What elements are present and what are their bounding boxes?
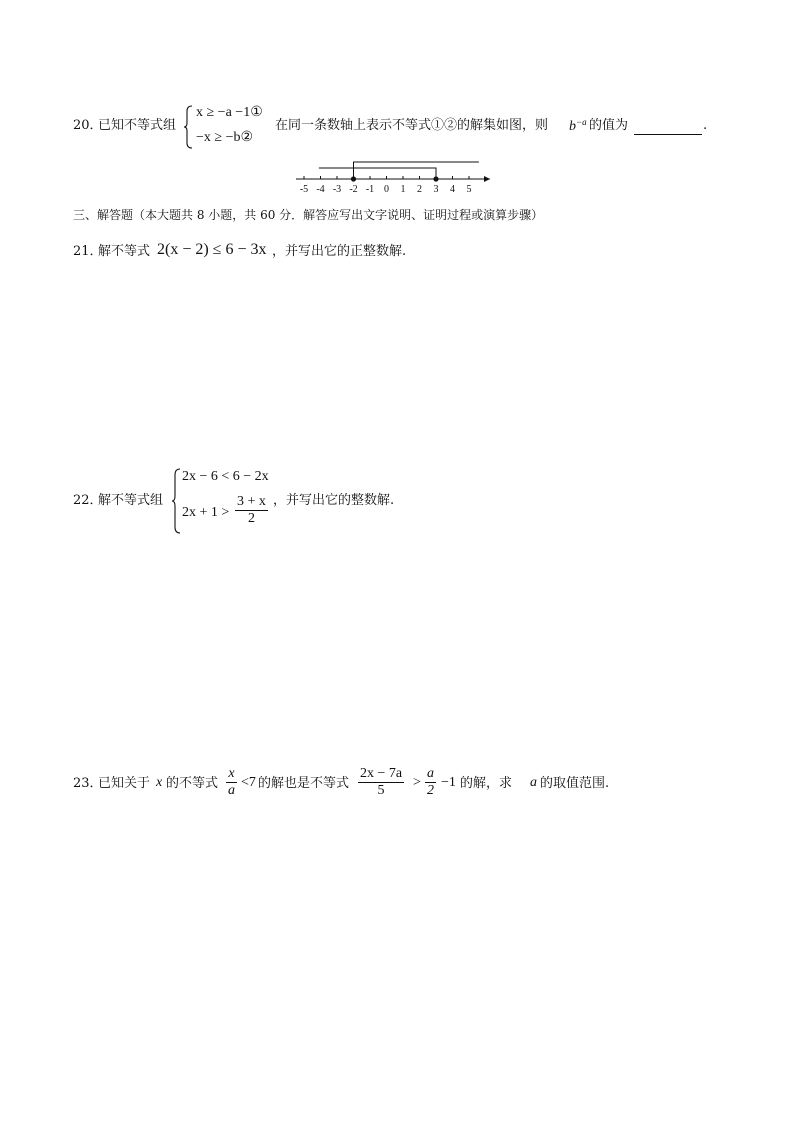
q22-fraction-denominator: 2 <box>247 511 255 526</box>
q23-var-a: a <box>530 775 537 790</box>
number-line-tick-label: 1 <box>400 184 406 195</box>
number-line-solid-point <box>351 176 356 181</box>
q20-number: 20． <box>73 118 103 133</box>
q23-relation-1: <7 <box>241 775 256 790</box>
number-line-tick-label: 3 <box>433 184 439 195</box>
number-line-solution-2 <box>319 168 436 179</box>
q20-system-line-2: −x ≥ −b② <box>196 130 254 145</box>
q22-fraction-numerator: 3 + x <box>237 494 266 509</box>
q21-lead-text: 解不等式 <box>98 244 151 259</box>
q23-text-3: 的解也是不等式 <box>258 776 350 791</box>
number-line-tick-label: -3 <box>332 184 342 195</box>
q22-tail-text: ，并写出它的整数解. <box>273 493 395 508</box>
q20-system-line-1: x ≥ −a −1① <box>196 105 263 120</box>
q23-fraction-1-denominator: a <box>228 783 235 798</box>
number-line-tick-label: -2 <box>349 184 358 195</box>
number-line-tick-label: 2 <box>417 184 422 195</box>
q23-relation-3: −1 <box>441 775 456 790</box>
number-line-arrow <box>484 176 490 182</box>
q21-inequality: 2(x − 2) ≤ 6 − 3x <box>157 241 267 258</box>
q22-lead-text: 解不等式组 <box>98 493 164 508</box>
q20-answer-blank[interactable] <box>634 118 702 137</box>
number-line-tick-label: -1 <box>365 184 375 195</box>
q21-tail-text: ，并写出它的正整数解. <box>272 244 407 259</box>
q20-expr-base: b <box>569 119 576 134</box>
q23-var-x: x <box>156 775 163 790</box>
q20-system-brace <box>184 105 194 149</box>
q23-tail-text: 的取值范围. <box>540 776 610 791</box>
q23-relation-2: > <box>413 775 421 790</box>
number-line-solution-1 <box>354 162 479 179</box>
q23-text-4: 的解，求 <box>460 776 513 791</box>
q20-lead-text: 已知不等式组 <box>98 118 177 133</box>
q20-end-period: . <box>703 118 708 133</box>
q20-number-line <box>290 155 500 197</box>
number-line-tick-label: -5 <box>299 184 309 195</box>
q23-text-2: 的不等式 <box>166 776 219 791</box>
q23-number: 23． <box>73 776 103 791</box>
q23-fraction-3 <box>425 766 436 799</box>
q23-fraction-3-numerator: a <box>427 766 434 781</box>
q23-lead-text: 已知关于 <box>98 776 151 791</box>
q23-fraction-2-denominator: 5 <box>377 783 385 798</box>
q23-fraction-2 <box>358 766 404 799</box>
number-line-tick-label: 0 <box>384 184 389 195</box>
number-line-solid-point <box>433 176 438 181</box>
q23-fraction-1 <box>226 766 237 799</box>
number-line-tick-label: 5 <box>466 184 472 195</box>
q22-number: 22． <box>73 493 103 508</box>
q20-mid-text: 在同一条数轴上表示不等式①②的解集如图，则 <box>275 118 549 133</box>
q23-fraction-1-numerator: x <box>226 766 237 783</box>
q20-expr-exponent: −a <box>576 117 587 127</box>
q22-fraction <box>235 494 268 527</box>
q21-number: 21． <box>73 244 103 259</box>
q23-fraction-3-denominator: 2 <box>427 783 434 798</box>
q22-system-brace <box>172 468 182 534</box>
q22-system-line-2-left: 2x + 1 > <box>182 505 230 520</box>
q20-expression <box>569 117 587 135</box>
number-line-tick-label: -4 <box>316 184 325 195</box>
section-3-heading: 三、解答题（本大题共 8 小题，共 60 分．解答应写出文字说明、证明过程或演算步骤） <box>73 208 544 222</box>
q23-fraction-2-numerator: 2x − 7a <box>360 766 403 781</box>
q20-tail-text: 的值为 <box>589 118 629 133</box>
number-line-tick-label: 4 <box>450 184 455 195</box>
q22-system-line-1: 2x − 6 < 6 − 2x <box>182 469 269 484</box>
